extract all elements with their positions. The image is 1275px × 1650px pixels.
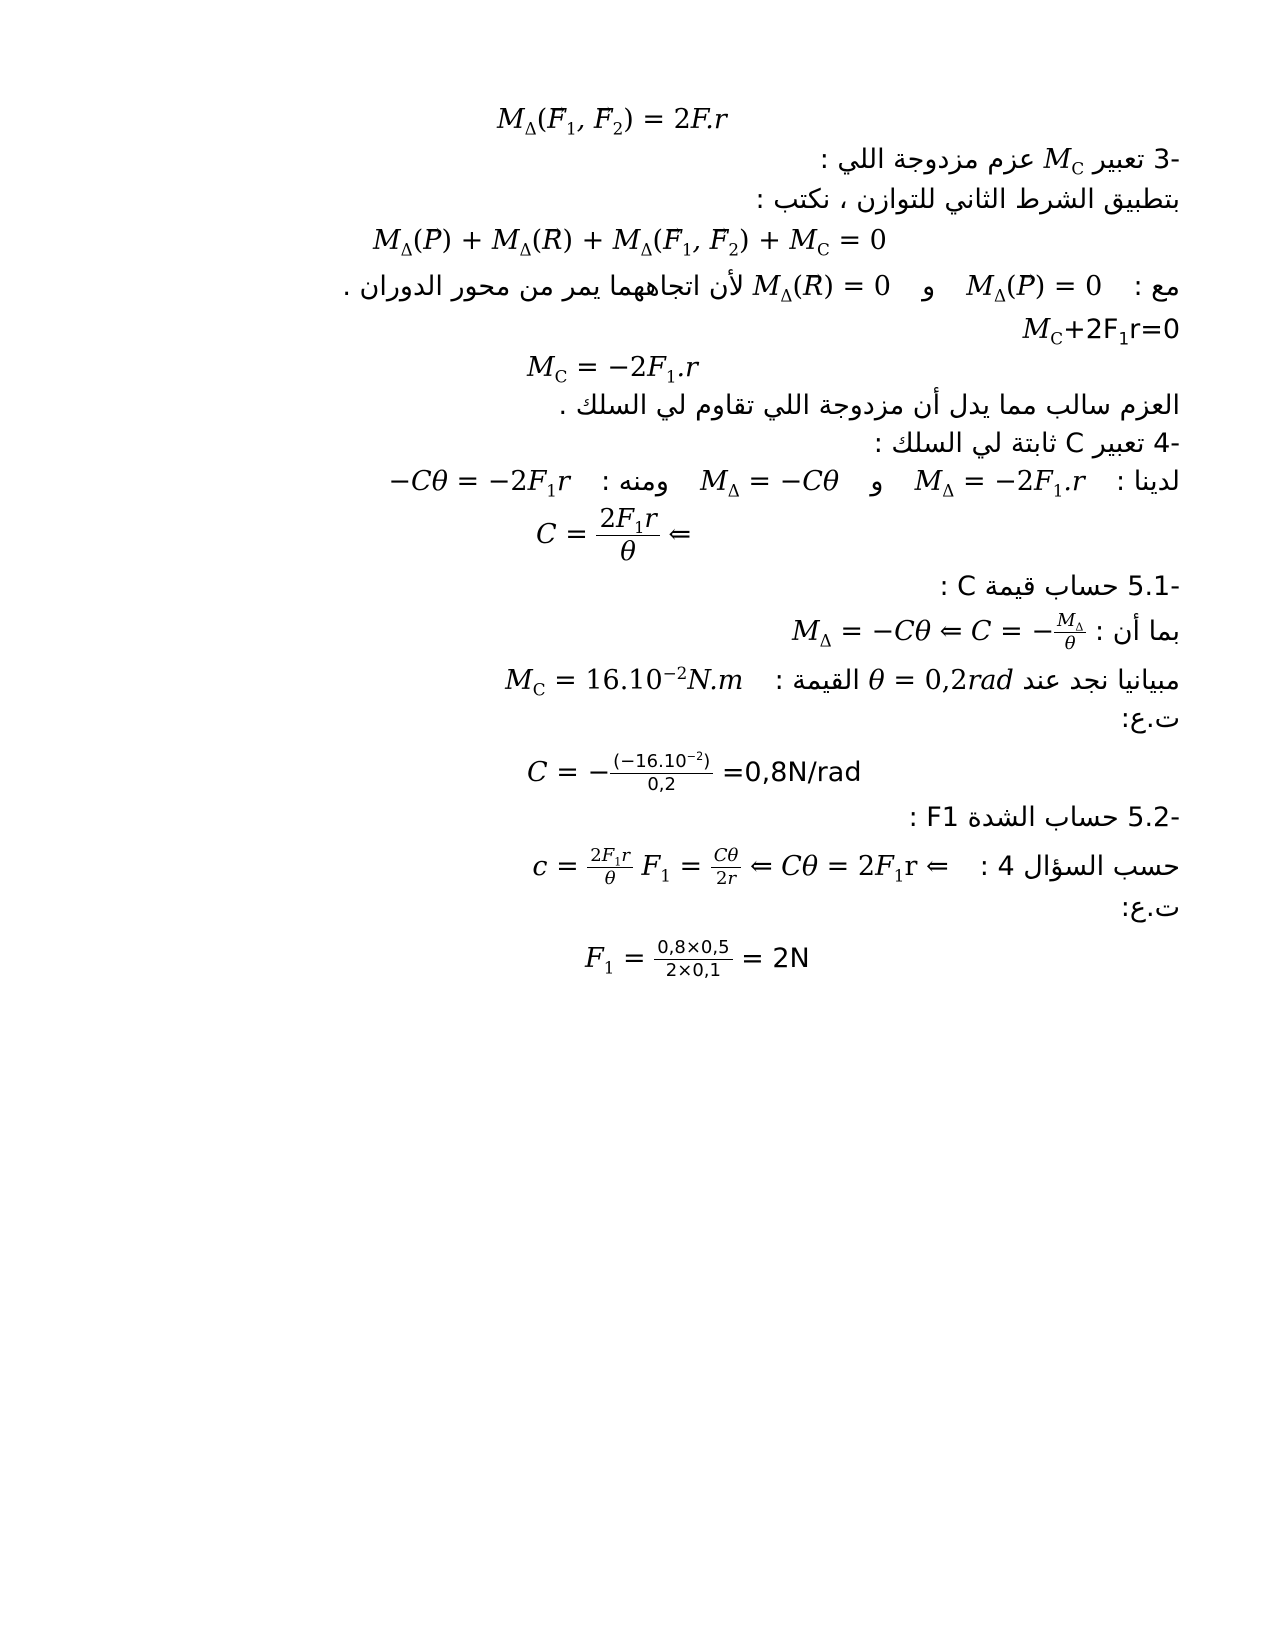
equilibrium-statement: بتطبيق الشرط الثاني للتوازن ، نكتب : <box>755 184 1180 215</box>
c-value-result: =0,8N/rad <box>721 757 862 788</box>
equation-c-expression: C = $\frac{2F_1r}{\theta}$ ⇐ <box>536 504 691 567</box>
heading-3-rest: عزم مزدوجة اللي : <box>819 144 1036 175</box>
equation-mc-result: $M_C = -2F_1.r$ <box>527 352 698 387</box>
with-label: مع : <box>1133 271 1180 302</box>
heading-3-label: -3 تعبير <box>1092 144 1180 175</box>
hence-label: ومنه : <box>601 466 669 497</box>
equation-couple-moment: $M_\Delta(F \to_1$, $F \to_2) = 2F.r$ <box>497 103 727 137</box>
heading-4: -4 تعبير C ثابتة لي السلك : <box>873 428 1180 459</box>
question-4-label: حسب السؤال 4 : <box>979 851 1180 882</box>
zero-moments-line: مع : $M_\Delta(P$ →) = 0 و $M_\Delta(R$ →) = 0 لأن اتجاههما يمر من محور الدوران . <box>342 270 1180 304</box>
fraction-c-value: $\frac{(-16.10^{-2})}{0,2}$ <box>610 751 713 796</box>
since-line: بما أن : $M_\Delta = -C\theta$ ⇐ C = − $\frac{M_\Delta}{\theta}$ <box>791 610 1180 654</box>
heading-5-1: -5.1 حساب قيمة C : <box>939 571 1180 602</box>
and-label-2: و <box>870 466 884 497</box>
fraction-m-theta: $\frac{M_\Delta}{\theta}$ <box>1054 610 1087 655</box>
since-label: بما أن : <box>1095 616 1180 647</box>
equation-c-value: C = − $\frac{(-16.10^{-2})}{0,2}$ =0,8N/rad <box>527 750 862 795</box>
reason-text: لأن اتجاههما يمر من محور الدوران . <box>342 271 745 302</box>
torsion-relations: لدينا : $M_\Delta = -2F_1.r$ و $M_\Delta = -C\theta$ ومنه : $-C\theta = -2F_1r$ <box>388 466 1180 501</box>
equation-f1-value: $F_1$ = $\frac{0,8\times 0,5}{2\times 0,1}$ = 2N <box>585 937 810 981</box>
heading-5-2: -5.2 حساب الشدة F1 : <box>908 802 1180 833</box>
and-label: و <box>922 271 936 302</box>
fraction-f1-value: $\frac{0,8\times 0,5}{2\times 0,1}$ <box>654 937 732 982</box>
fraction-f1-def: $\frac{C\theta}{2r}$ <box>711 845 742 890</box>
f1-value-result: = 2N <box>741 943 810 974</box>
numerical-app-label-1: ت.ع: <box>1120 703 1180 734</box>
equation-equilibrium: $M_\Delta(P$ →) + $M_\Delta(R$ →) + $M_\Delta(F \to_1$, $F \to_2) + M_C = 0$ <box>373 224 887 258</box>
heading-3: -3 تعبير $M_C$ عزم مزدوجة اللي : <box>819 144 1180 179</box>
equation-mc-sum: $M_C+2F_1r=0$ <box>1022 314 1180 349</box>
graph-reading-label: مبيانيا نجد عند <box>1022 665 1180 696</box>
graph-reading-line: مبيانيا نجد عند θ = 0,2rad القيمة : $M_C = 16.10^{-2}N.m$ <box>505 663 1180 700</box>
numerical-app-label-2: ت.ع: <box>1120 892 1180 923</box>
fraction-2f1r-theta: $\frac{2F_1r}{\theta}$ <box>596 503 659 568</box>
question-4-reference-line: حسب السؤال 4 : c = $\frac{2F_1r}{\theta}$ $F_1$ = $\frac{C\theta}{2r}$ ⇐ $C\theta = 2F_1r$ ⇐ <box>532 845 1180 889</box>
value-label: القيمة : <box>774 665 860 696</box>
fraction-c-def: $\frac{2F_1r}{\theta}$ <box>587 845 633 890</box>
we-have-label: لدينا : <box>1116 466 1180 497</box>
interpretation-text: العزم سالب مما يدل أن مزدوجة اللي تقاوم لي السلك . <box>558 390 1180 421</box>
